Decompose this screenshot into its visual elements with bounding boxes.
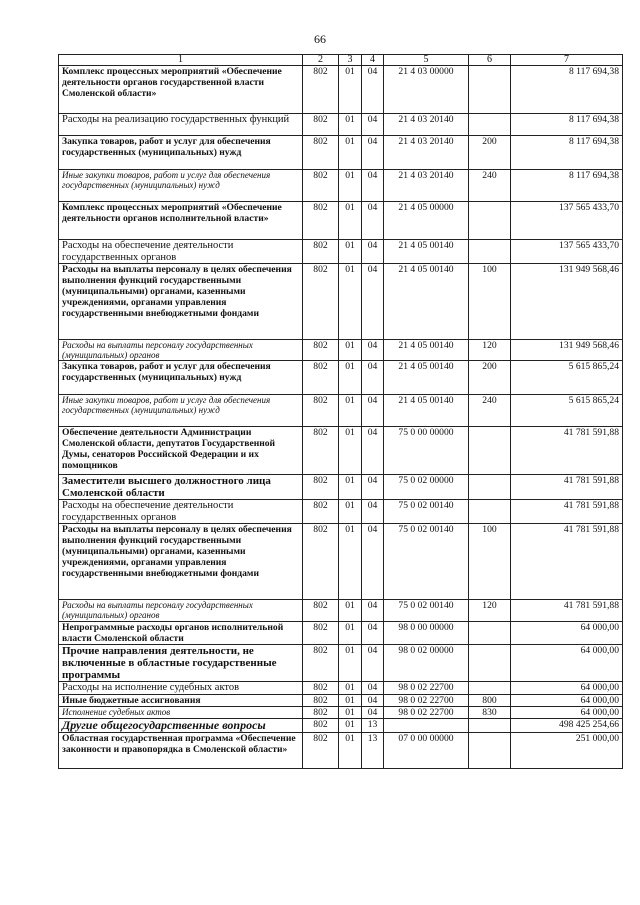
expense-type-cell: 120 xyxy=(469,340,511,361)
expense-type-cell xyxy=(469,645,511,682)
section-code-cell: 01 xyxy=(339,264,362,340)
amount-cell: 137 565 433,70 xyxy=(511,202,623,240)
gr-code-cell: 802 xyxy=(303,706,339,718)
gr-code-cell: 802 xyxy=(303,427,339,475)
amount-cell: 137 565 433,70 xyxy=(511,240,623,264)
table-row xyxy=(59,240,623,264)
table-row xyxy=(59,718,623,732)
subsection-code-cell: 04 xyxy=(362,645,384,682)
amount-cell: 41 781 591,88 xyxy=(511,600,623,622)
expense-type-cell xyxy=(469,202,511,240)
target-article-cell: 21 4 03 20140 xyxy=(384,136,469,170)
amount-cell: 498 425 254,66 xyxy=(511,718,623,732)
subsection-code-cell: 04 xyxy=(362,340,384,361)
subsection-code-cell: 04 xyxy=(362,136,384,170)
page-number: 66 xyxy=(314,32,326,46)
amount-cell: 8 117 694,38 xyxy=(511,136,623,170)
section-code-cell: 01 xyxy=(339,66,362,114)
column-header: 5 xyxy=(384,55,469,66)
gr-code-cell: 802 xyxy=(303,500,339,524)
subsection-code-cell: 04 xyxy=(362,240,384,264)
gr-code-cell: 802 xyxy=(303,361,339,395)
expense-type-cell: 120 xyxy=(469,600,511,622)
row-name-cell: Расходы на обеспечение деятельности государственных органов xyxy=(59,240,303,264)
row-name-cell: Иные закупки товаров, работ и услуг для обеспечения государственных (муниципальных) нужд xyxy=(59,170,303,202)
row-name-cell: Исполнение судебных актов xyxy=(59,706,303,718)
subsection-code-cell: 13 xyxy=(362,732,384,768)
column-header: 4 xyxy=(362,55,384,66)
target-article-cell: 75 0 02 00140 xyxy=(384,524,469,600)
target-article-cell: 21 4 05 00140 xyxy=(384,340,469,361)
subsection-code-cell: 13 xyxy=(362,718,384,732)
target-article-cell: 21 4 05 00140 xyxy=(384,240,469,264)
amount-cell: 64 000,00 xyxy=(511,706,623,718)
section-code-cell: 01 xyxy=(339,340,362,361)
section-code-cell: 01 xyxy=(339,682,362,695)
subsection-code-cell: 04 xyxy=(362,202,384,240)
section-code-cell: 01 xyxy=(339,718,362,732)
target-article-cell: 75 0 02 00140 xyxy=(384,500,469,524)
expense-type-cell: 240 xyxy=(469,170,511,202)
target-article-cell: 07 0 00 00000 xyxy=(384,732,469,768)
gr-code-cell: 802 xyxy=(303,645,339,682)
amount-cell: 5 615 865,24 xyxy=(511,361,623,395)
target-article-cell: 21 4 05 00000 xyxy=(384,202,469,240)
section-code-cell: 01 xyxy=(339,524,362,600)
target-article-cell: 98 0 00 00000 xyxy=(384,622,469,645)
table-row xyxy=(59,524,623,600)
subsection-code-cell: 04 xyxy=(362,427,384,475)
section-code-cell: 01 xyxy=(339,114,362,136)
expense-type-cell: 200 xyxy=(469,136,511,170)
gr-code-cell: 802 xyxy=(303,240,339,264)
amount-cell: 251 000,00 xyxy=(511,732,623,768)
table-row xyxy=(59,706,623,718)
gr-code-cell: 802 xyxy=(303,694,339,706)
table-row xyxy=(59,475,623,500)
subsection-code-cell: 04 xyxy=(362,524,384,600)
section-code-cell: 01 xyxy=(339,240,362,264)
target-article-cell: 21 4 03 20140 xyxy=(384,170,469,202)
section-code-cell: 01 xyxy=(339,500,362,524)
table-row xyxy=(59,500,623,524)
section-code-cell: 01 xyxy=(339,706,362,718)
amount-cell: 41 781 591,88 xyxy=(511,475,623,500)
row-name-cell: Другие общегосударственные вопросы xyxy=(59,718,303,732)
expense-type-cell xyxy=(469,240,511,264)
table-row xyxy=(59,136,623,170)
subsection-code-cell: 04 xyxy=(362,475,384,500)
gr-code-cell: 802 xyxy=(303,340,339,361)
table-row xyxy=(59,66,623,114)
expense-type-cell: 800 xyxy=(469,694,511,706)
gr-code-cell: 802 xyxy=(303,524,339,600)
target-article-cell: 21 4 03 20140 xyxy=(384,114,469,136)
subsection-code-cell: 04 xyxy=(362,114,384,136)
amount-cell: 41 781 591,88 xyxy=(511,524,623,600)
amount-cell: 41 781 591,88 xyxy=(511,427,623,475)
section-code-cell: 01 xyxy=(339,361,362,395)
section-code-cell: 01 xyxy=(339,202,362,240)
expense-type-cell xyxy=(469,500,511,524)
subsection-code-cell: 04 xyxy=(362,682,384,695)
row-name-cell: Иные бюджетные ассигнования xyxy=(59,694,303,706)
expense-type-cell xyxy=(469,114,511,136)
row-name-cell: Заместители высшего должностного лица Смоленской области xyxy=(59,475,303,500)
column-header: 3 xyxy=(339,55,362,66)
column-header: 7 xyxy=(511,55,623,66)
amount-cell: 8 117 694,38 xyxy=(511,114,623,136)
subsection-code-cell: 04 xyxy=(362,395,384,427)
row-name-cell: Закупка товаров, работ и услуг для обеспечения государственных (муниципальных) нужд xyxy=(59,361,303,395)
gr-code-cell: 802 xyxy=(303,264,339,340)
expense-type-cell: 240 xyxy=(469,395,511,427)
table-row xyxy=(59,264,623,340)
gr-code-cell: 802 xyxy=(303,395,339,427)
row-name-cell: Комплекс процессных мероприятий «Обеспечение деятельности органов государственной власти Смоленской области» xyxy=(59,66,303,114)
row-name-cell: Расходы на выплаты персоналу в целях обеспечения выполнения функций государственными (муниципальными) органами, казенными учреждениями, органами управления государственными внебюджетными фондами xyxy=(59,264,303,340)
table-row xyxy=(59,427,623,475)
section-code-cell: 01 xyxy=(339,427,362,475)
subsection-code-cell: 04 xyxy=(362,622,384,645)
amount-cell: 131 949 568,46 xyxy=(511,264,623,340)
expense-type-cell xyxy=(469,622,511,645)
gr-code-cell: 802 xyxy=(303,682,339,695)
target-article-cell: 98 0 02 22700 xyxy=(384,682,469,695)
amount-cell: 64 000,00 xyxy=(511,645,623,682)
target-article-cell: 21 4 05 00140 xyxy=(384,395,469,427)
gr-code-cell: 802 xyxy=(303,475,339,500)
table-row xyxy=(59,202,623,240)
row-name-cell: Обеспечение деятельности Администрации Смоленской области, депутатов Государственной Думы, сенаторов Российской Федерации и их помощников xyxy=(59,427,303,475)
column-header: 2 xyxy=(303,55,339,66)
gr-code-cell: 802 xyxy=(303,170,339,202)
column-header: 1 xyxy=(59,55,303,66)
gr-code-cell: 802 xyxy=(303,114,339,136)
amount-cell: 64 000,00 xyxy=(511,622,623,645)
table-row xyxy=(59,361,623,395)
expense-type-cell xyxy=(469,718,511,732)
row-name-cell: Иные закупки товаров, работ и услуг для обеспечения государственных (муниципальных) нужд xyxy=(59,395,303,427)
expense-type-cell: 200 xyxy=(469,361,511,395)
amount-cell: 131 949 568,46 xyxy=(511,340,623,361)
amount-cell: 64 000,00 xyxy=(511,682,623,695)
column-header: 6 xyxy=(469,55,511,66)
subsection-code-cell: 04 xyxy=(362,600,384,622)
section-code-cell: 01 xyxy=(339,732,362,768)
section-code-cell: 01 xyxy=(339,694,362,706)
row-name-cell: Расходы на выплаты персоналу государственных (муниципальных) органов xyxy=(59,340,303,361)
subsection-code-cell: 04 xyxy=(362,170,384,202)
section-code-cell: 01 xyxy=(339,395,362,427)
target-article-cell: 75 0 02 00140 xyxy=(384,600,469,622)
target-article-cell: 75 0 00 00000 xyxy=(384,427,469,475)
expense-type-cell xyxy=(469,732,511,768)
gr-code-cell: 802 xyxy=(303,732,339,768)
section-code-cell: 01 xyxy=(339,622,362,645)
amount-cell: 64 000,00 xyxy=(511,694,623,706)
section-code-cell: 01 xyxy=(339,600,362,622)
table-header-row xyxy=(59,55,623,66)
row-name-cell: Непрограммные расходы органов исполнительной власти Смоленской области xyxy=(59,622,303,645)
expense-type-cell xyxy=(469,682,511,695)
expense-type-cell: 100 xyxy=(469,524,511,600)
row-name-cell: Расходы на обеспечение деятельности государственных органов xyxy=(59,500,303,524)
subsection-code-cell: 04 xyxy=(362,694,384,706)
amount-cell: 41 781 591,88 xyxy=(511,500,623,524)
table-row xyxy=(59,732,623,768)
section-code-cell: 01 xyxy=(339,475,362,500)
table-row xyxy=(59,340,623,361)
section-code-cell: 01 xyxy=(339,645,362,682)
amount-cell: 8 117 694,38 xyxy=(511,66,623,114)
table-row xyxy=(59,170,623,202)
subsection-code-cell: 04 xyxy=(362,361,384,395)
gr-code-cell: 802 xyxy=(303,202,339,240)
table-row xyxy=(59,694,623,706)
subsection-code-cell: 04 xyxy=(362,264,384,340)
target-article-cell xyxy=(384,718,469,732)
gr-code-cell: 802 xyxy=(303,600,339,622)
row-name-cell: Расходы на выплаты персоналу государственных (муниципальных) органов xyxy=(59,600,303,622)
budget-table xyxy=(58,54,623,769)
target-article-cell: 98 0 02 22700 xyxy=(384,694,469,706)
target-article-cell: 21 4 03 00000 xyxy=(384,66,469,114)
section-code-cell: 01 xyxy=(339,170,362,202)
amount-cell: 5 615 865,24 xyxy=(511,395,623,427)
subsection-code-cell: 04 xyxy=(362,706,384,718)
target-article-cell: 98 0 02 22700 xyxy=(384,706,469,718)
gr-code-cell: 802 xyxy=(303,136,339,170)
target-article-cell: 21 4 05 00140 xyxy=(384,361,469,395)
table-row xyxy=(59,114,623,136)
table-row xyxy=(59,395,623,427)
expense-type-cell: 100 xyxy=(469,264,511,340)
row-name-cell: Областная государственная программа «Обеспечение законности и правопорядка в Смоленской области» xyxy=(59,732,303,768)
row-name-cell: Расходы на реализацию государственных функций xyxy=(59,114,303,136)
target-article-cell: 98 0 02 00000 xyxy=(384,645,469,682)
section-code-cell: 01 xyxy=(339,136,362,170)
expense-type-cell xyxy=(469,427,511,475)
gr-code-cell: 802 xyxy=(303,718,339,732)
subsection-code-cell: 04 xyxy=(362,66,384,114)
expense-type-cell xyxy=(469,475,511,500)
gr-code-cell: 802 xyxy=(303,66,339,114)
row-name-cell: Расходы на выплаты персоналу в целях обеспечения выполнения функций государственными (муниципальными) органами, казенными учреждениями, органами управления государственными внебюджетными фондами xyxy=(59,524,303,600)
row-name-cell: Прочие направления деятельности, не включенные в областные государственные программы xyxy=(59,645,303,682)
table-row xyxy=(59,682,623,695)
row-name-cell: Закупка товаров, работ и услуг для обеспечения государственных (муниципальных) нужд xyxy=(59,136,303,170)
expense-type-cell xyxy=(469,66,511,114)
expense-type-cell: 830 xyxy=(469,706,511,718)
row-name-cell: Расходы на исполнение судебных актов xyxy=(59,682,303,695)
table-row xyxy=(59,622,623,645)
row-name-cell: Комплекс процессных мероприятий «Обеспечение деятельности органов исполнительной власти» xyxy=(59,202,303,240)
target-article-cell: 21 4 05 00140 xyxy=(384,264,469,340)
subsection-code-cell: 04 xyxy=(362,500,384,524)
target-article-cell: 75 0 02 00000 xyxy=(384,475,469,500)
amount-cell: 8 117 694,38 xyxy=(511,170,623,202)
table-row xyxy=(59,600,623,622)
gr-code-cell: 802 xyxy=(303,622,339,645)
table-row xyxy=(59,645,623,682)
